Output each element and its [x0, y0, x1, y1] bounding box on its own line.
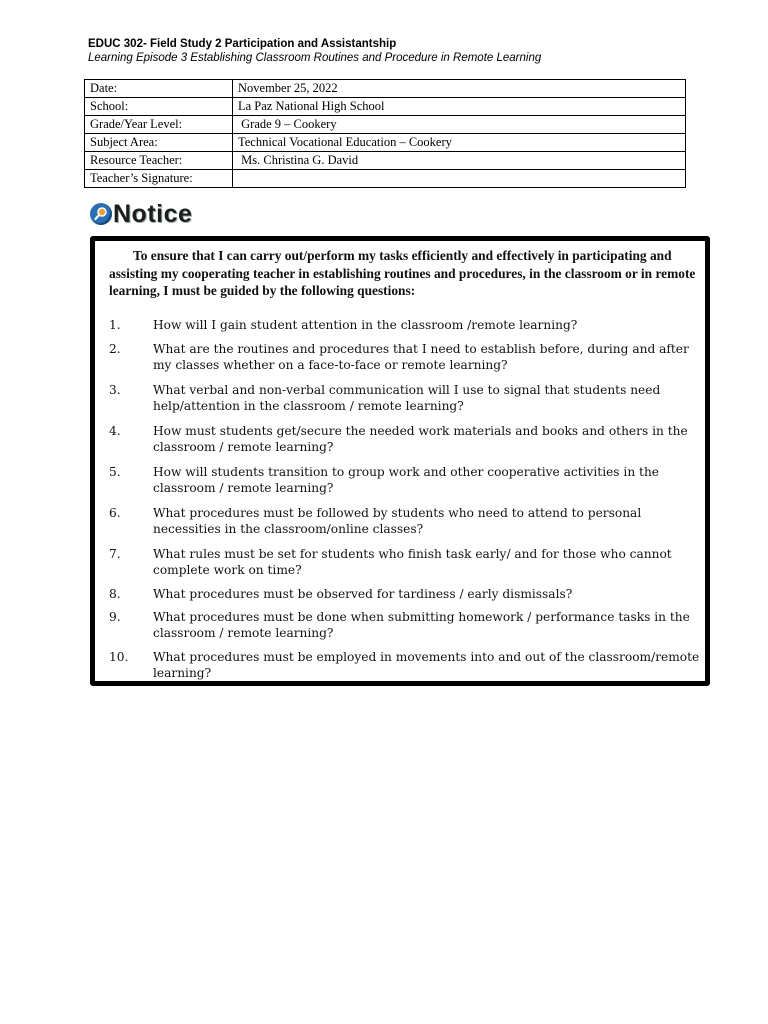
date-value: November 25, 2022: [233, 80, 686, 98]
table-row: [85, 134, 686, 152]
table-row: [85, 98, 686, 116]
table-row: [85, 152, 686, 170]
document-title: EDUC 302- Field Study 2 Participation and Assistantship: [88, 38, 397, 50]
question-item: [109, 382, 701, 414]
question-item: [109, 546, 701, 578]
question-number: 3.: [109, 383, 121, 397]
table-row: [85, 116, 686, 134]
question-number: 1.: [109, 318, 121, 332]
question-number: 9.: [109, 610, 121, 624]
question-item: [109, 586, 701, 602]
question-number: 4.: [109, 424, 121, 438]
question-item: [109, 505, 701, 537]
question-text: What verbal and non-verbal communication will I use to signal that students need help/attention in the classroom / remote learning?: [153, 383, 661, 413]
question-item: [109, 423, 701, 455]
table-row: [85, 170, 686, 188]
school-value: La Paz National High School: [233, 98, 686, 116]
magnifier-icon: [90, 203, 112, 225]
question-text: How must students get/secure the needed work materials and books and others in the classroom / remote learning?: [153, 424, 688, 454]
school-label: School:: [85, 98, 233, 116]
question-item: [109, 649, 701, 681]
question-number: 6.: [109, 506, 121, 520]
question-item: [109, 341, 701, 373]
question-item: [109, 609, 701, 641]
notice-box: [90, 236, 710, 686]
question-number: 7.: [109, 547, 121, 561]
question-text: What rules must be set for students who finish task early/ and for those who cannot complete work on time?: [153, 547, 672, 577]
question-number: 8.: [109, 587, 121, 601]
signature-value: [233, 170, 686, 188]
question-text: What procedures must be employed in movements into and out of the classroom/remote learning?: [153, 650, 700, 680]
notice-intro: To ensure that I can carry out/perform my tasks efficiently and effectively in participating and assisting my cooperating teacher in establishing routines and procedures, in the classroom or in remote learning, I must be guided by the following questions:: [109, 248, 696, 298]
question-text: What are the routines and procedures that I need to establish before, during and after my classes whether on a face-to-face or remote learning?: [153, 342, 689, 372]
question-text: What procedures must be observed for tardiness / early dismissals?: [153, 587, 573, 601]
question-item: [109, 317, 701, 333]
question-text: What procedures must be followed by students who need to attend to personal necessities in the classroom/online classes?: [153, 506, 642, 536]
subject-label: Subject Area:: [85, 134, 233, 152]
signature-label: Teacher’s Signature:: [85, 170, 233, 188]
question-number: 2.: [109, 342, 121, 356]
question-text: What procedures must be done when submitting homework / performance tasks in the classroom / remote learning?: [153, 610, 690, 640]
question-text: How will I gain student attention in the classroom /remote learning?: [153, 318, 578, 332]
subject-value: Technical Vocational Education – Cookery: [233, 134, 686, 152]
question-number: 5.: [109, 465, 121, 479]
question-number: 10.: [109, 650, 129, 664]
teacher-label: Resource Teacher:: [85, 152, 233, 170]
document-subtitle: Learning Episode 3 Establishing Classroom Routines and Procedure in Remote Learning: [88, 52, 542, 64]
date-label: Date:: [85, 80, 233, 98]
notice-title: Notice: [113, 199, 193, 228]
question-text: How will students transition to group work and other cooperative activities in the classroom / remote learning?: [153, 465, 660, 495]
info-table: [84, 79, 686, 188]
teacher-value: Ms. Christina G. David: [233, 152, 686, 170]
grade-label: Grade/Year Level:: [85, 116, 233, 134]
grade-value: Grade 9 – Cookery: [233, 116, 686, 134]
notice-heading: [90, 200, 192, 228]
question-item: [109, 464, 701, 496]
table-row: [85, 80, 686, 98]
